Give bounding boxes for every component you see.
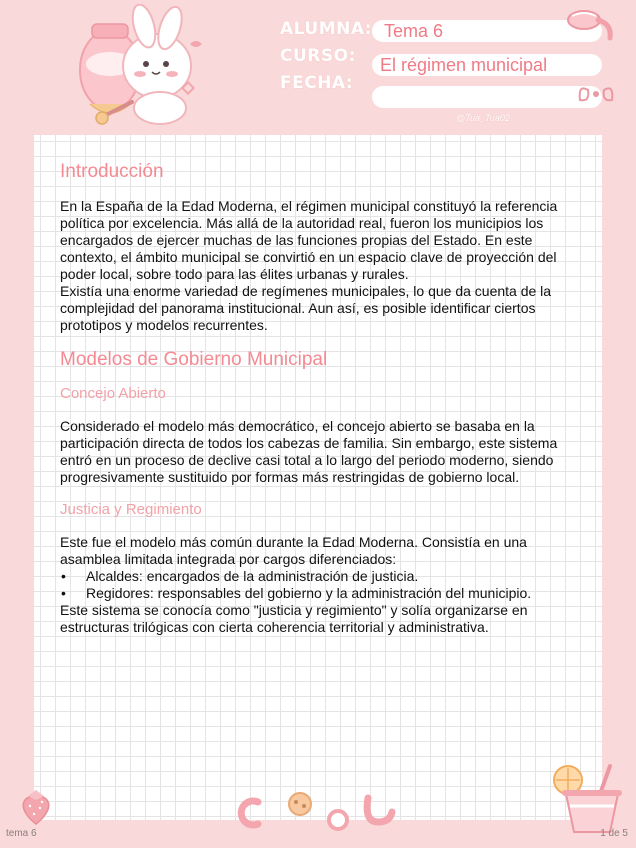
bullet: • — [61, 585, 66, 601]
watermark: @Tua_Tua02 — [456, 113, 510, 123]
header-labels — [280, 16, 373, 97]
curso-field[interactable]: El régimen municipal — [372, 54, 602, 76]
justicia-paragraph-2: Este sistema se conocía como "justicia y regimiento" y solía organizarse en estructuras trilógicas con cierta coherencia territorial y administrativa. — [60, 602, 528, 635]
intro-heading: Introducción — [60, 161, 164, 182]
drink-cup-icon — [548, 760, 628, 836]
footer-left: tema 6 — [6, 828, 37, 839]
candy-icon — [562, 6, 618, 42]
label-curso: CURSO: — [280, 46, 356, 66]
list-item-text: Alcaldes: encargados de la administración de justicia. — [86, 568, 419, 584]
header — [0, 0, 636, 132]
bullet: • — [61, 568, 66, 584]
fecha-field[interactable] — [372, 86, 602, 108]
models-heading: Modelos de Gobierno Municipal — [60, 349, 328, 370]
list-item-text: Regidores: responsables del gobierno y la administración del municipio. — [86, 585, 532, 601]
page-number: 1 de 5 — [600, 828, 628, 839]
document-content — [60, 160, 575, 636]
justicia-paragraph-1: Este fue el modelo más común durante la Edad Moderna. Consistía en una asamblea limitada integrada por cargos diferenciados: — [60, 534, 527, 567]
list-item — [60, 568, 575, 585]
concejo-paragraph: Considerado el modelo más democrático, el concejo abierto se basaba en la participación directa de todos los cabezas de familia. Sin embargo, este sistema entró en un proceso de declive casi total a lo largo del periodo moderno, siendo progresivamente sustituido por formas más restringidas de gobierno local. — [60, 418, 558, 485]
justicia-heading: Justicia y Regimiento — [60, 501, 202, 518]
intro-paragraph-2: Existía una enorme variedad de regímenes municipales, lo que da cuenta de la complejidad del panorama institucional. Aun así, es posible identificar ciertos prototipos y modelos recurrentes. — [60, 283, 552, 333]
cookie-decoration-icon — [232, 788, 412, 834]
label-fecha: FECHA: — [280, 73, 354, 93]
intro-paragraph-1: En la España de la Edad Moderna, el régimen municipal constituyó la referencia política por excelencia. Más allá de la autoridad real, fueron los municipios los encargados de ejercer muchas de las funciones propias del Estado. En este contexto, el ámbito municipal se convirtió en un espacio clave de proyección del poder local, sobre todo para las élites urbanas y rurales. — [60, 198, 558, 282]
bow-icon — [576, 80, 616, 108]
concejo-heading: Concejo Abierto — [60, 385, 166, 402]
strawberry-icon — [14, 788, 58, 828]
bunny-sticker-icon — [62, 4, 212, 130]
list-item — [60, 585, 575, 602]
justicia-list — [60, 568, 575, 602]
label-alumna: ALUMNA: — [280, 19, 373, 39]
alumna-field[interactable]: Tema 6 — [372, 20, 602, 42]
